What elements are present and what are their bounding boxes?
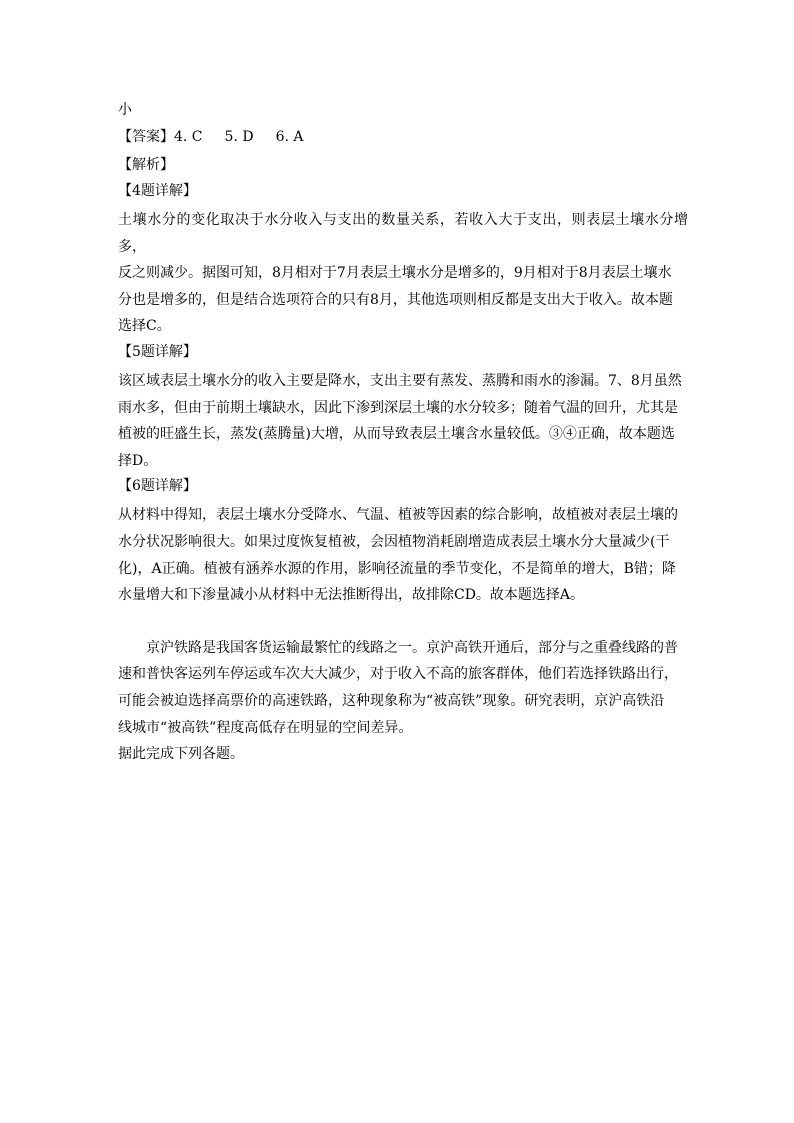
passage-instruction: 据此完成下列各题。 <box>118 746 244 763</box>
q6-heading: 【6题详解】 <box>118 478 197 495</box>
answer-row <box>118 127 688 147</box>
q4-heading: 【4题详解】 <box>118 183 197 199</box>
q6-line: 水分状况影响很大。如果过度恢复植被，会因植物消耗剧增造成表层土壤水分大量减少(干 <box>118 533 670 550</box>
q4-line: 土壤水分的变化取决于水分收入与支出的数量关系，若收入大于支出，则表层土壤水分增多， <box>118 212 688 255</box>
q5-explanation <box>118 368 688 474</box>
answer-label: 【答案】 <box>118 129 174 145</box>
passage-line: 可能会被迫选择高票价的高速铁路，这种现象称为“被高铁”现象。研究表明，京沪高铁沿 <box>118 692 665 709</box>
q4-line: 选择C。 <box>118 318 171 335</box>
passage-line: 速和普快客运列车停运或车次大大减少，对于收入不高的旅客群体，他们若选择铁路出行， <box>118 666 678 683</box>
q6-line: 水量增大和下渗量减小从材料中无法推断得出，故排除CD。故本题选择A。 <box>118 587 585 604</box>
q5-line: 植被的旺盛生长，蒸发(蒸腾量)大增，从而导致表层土壤含水量较低。③④正确，故本题选 <box>118 426 675 443</box>
q5-line: 雨水多，但由于前期土壤缺水，因此下渗到深层土壤的水分较多；随着气温的回升，尤其是 <box>118 399 678 416</box>
q6-line: 从材料中得知，表层土壤水分受降水、气温、植被等因素的综合影响，故植被对表层土壤的 <box>118 507 678 524</box>
q6-explanation <box>118 502 688 608</box>
q5-line: 该区域表层土壤水分的收入主要是降水，支出主要有蒸发、蒸腾和雨水的渗漏。7、8月虽然 <box>118 372 682 389</box>
q6-line: 化)，A正确。植被有涵养水源的作用，影响径流量的季节变化，不是简单的增大，B错；降 <box>118 560 676 577</box>
q4-line: 分也是增多的，但是结合选项符合的只有8月，其他选项则相反都是支出大于收入。故本题 <box>118 291 673 308</box>
answer-item-6: 6. A <box>275 129 304 145</box>
document-page <box>118 100 688 768</box>
passage-line: 线城市“被高铁”程度高低存在明显的空间差异。 <box>118 719 413 736</box>
q5-heading: 【5题详解】 <box>118 343 197 360</box>
answer-item-5: 5. D <box>224 129 254 145</box>
answer-item-4: 4. C <box>174 129 203 145</box>
section-gap <box>118 609 688 635</box>
lead-fragment: 小 <box>118 102 132 118</box>
passage <box>118 635 688 768</box>
analysis-heading: 【解析】 <box>118 157 174 173</box>
q5-line: 择D。 <box>118 452 158 469</box>
passage-line: 京沪铁路是我国客货运输最繁忙的线路之一。京沪高铁开通后，部分与之重叠线路的普 <box>146 639 678 656</box>
q4-line: 反之则减少。据图可知，8月相对于7月表层土壤水分是增多的，9月相对于8月表层土壤水 <box>118 265 672 282</box>
q4-explanation <box>118 207 688 340</box>
